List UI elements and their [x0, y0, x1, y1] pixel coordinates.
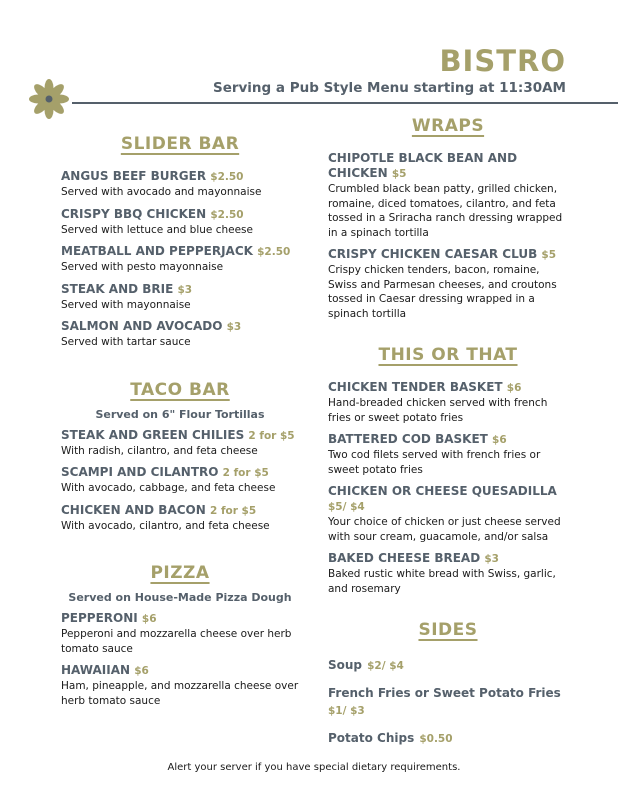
side-price: $1/ $3: [328, 705, 365, 717]
item-name: PEPPERONI: [61, 611, 138, 625]
item-name: ANGUS BEEF BURGER: [61, 169, 207, 183]
item-name: SCAMPI AND CILANTRO: [61, 465, 219, 479]
item-name: CRISPY CHICKEN CAESAR CLUB: [328, 247, 538, 261]
item-description: Crumbled black bean patty, grilled chicken, romaine, diced tomatoes, cilantro, and feta tossed in a Sriracha ranch dressing wrapped in a spinach tortilla: [328, 183, 563, 239]
side-name: Soup: [328, 658, 363, 672]
section-title: WRAPS: [411, 116, 485, 136]
left-column: [61, 116, 299, 708]
menu-item: [61, 611, 299, 656]
item-price: $5: [541, 249, 557, 261]
item-description: Served with avocado and mayonnaise: [61, 186, 262, 198]
menu-item: [61, 244, 299, 275]
item-name: SALMON AND AVOCADO: [61, 319, 223, 333]
item-name: CRISPY BBQ CHICKEN: [61, 206, 207, 221]
item-price: 2 for $5: [209, 504, 257, 517]
item-price: $2.50: [210, 171, 244, 183]
item-description: Hand-breaded chicken served with french fries or sweet potato fries: [328, 397, 548, 424]
section-subtitle: Served on 6" Flour Tortillas: [95, 407, 265, 421]
item-price: $6: [506, 382, 522, 394]
item-description: Your choice of chicken or just cheese served with sour cream, guacamole, and/or salsa: [328, 516, 561, 543]
item-price: $5: [391, 168, 407, 180]
item-name: CHICKEN AND BACON: [61, 502, 206, 517]
menu-item: [61, 319, 299, 350]
menu-item: [328, 380, 568, 425]
section-title: PIZZA: [150, 563, 210, 583]
item-name: CHICKEN TENDER BASKET: [328, 380, 503, 394]
section-subtitle: Served on House-Made Pizza Dough: [68, 591, 292, 604]
item-name: CHICKEN OR CHEESE QUESADILLA: [328, 484, 557, 498]
item-price: $3: [226, 321, 242, 333]
dietary-note: Alert your server if you have special dietary requirements.: [167, 762, 461, 773]
section-title: THIS OR THAT: [378, 345, 518, 365]
item-name: STEAK AND GREEN CHILIES: [61, 427, 245, 442]
item-name: CHIPOTLE BLACK BEAN AND CHICKEN: [328, 151, 518, 180]
menu-item: [328, 484, 568, 544]
side-item: [328, 729, 568, 747]
item-description: With avocado, cabbage, and feta cheese: [61, 482, 276, 494]
menu-item: [328, 247, 568, 321]
item-description: With radish, cilantro, and feta cheese: [61, 444, 258, 457]
item-price: $6: [134, 665, 149, 677]
brand-title: BISTRO: [439, 44, 566, 78]
item-price: $5/ $4: [328, 501, 365, 513]
menu-item: [328, 551, 568, 596]
side-name: French Fries or Sweet Potato Fries: [328, 686, 561, 700]
side-item: [328, 684, 568, 719]
item-name: HAWAIIAN: [61, 663, 131, 677]
this-or-that-section: [328, 345, 568, 596]
item-price: $6: [141, 613, 157, 625]
menu-item: [61, 663, 299, 708]
slider-bar-section: [61, 134, 299, 350]
item-price: $3: [484, 553, 499, 565]
side-price: $0.50: [419, 733, 453, 745]
menu-item: [61, 465, 299, 496]
section-title: SIDES: [418, 620, 478, 640]
flower-logo-icon: [28, 78, 70, 120]
item-description: With avocado, cilantro, and feta cheese: [61, 519, 270, 532]
item-description: Served with mayonnaise: [61, 298, 191, 311]
sides-section: [328, 620, 568, 747]
item-price: $2.50: [257, 246, 291, 258]
section-title: SLIDER BAR: [120, 134, 240, 154]
item-price: 2 for $5: [222, 467, 269, 479]
taco-bar-section: [61, 380, 299, 534]
item-description: Served with lettuce and blue cheese: [61, 223, 253, 236]
wraps-section: [328, 116, 568, 321]
menu-item: [61, 207, 299, 238]
side-item: [328, 656, 568, 674]
right-column: [328, 116, 568, 747]
item-description: Pepperoni and mozzarella cheese over herb tomato sauce: [61, 628, 292, 655]
item-name: BAKED CHEESE BREAD: [328, 551, 481, 565]
item-description: Crispy chicken tenders, bacon, romaine, Swiss and Parmesan cheeses, and croutons tossed in Caesar dressing wrapped in a spinach tortilla: [328, 264, 557, 320]
side-price: $2/ $4: [367, 660, 404, 672]
tagline: Serving a Pub Style Menu starting at 11:30AM: [212, 80, 566, 96]
side-name: Potato Chips: [328, 731, 415, 745]
menu-item: [61, 169, 299, 200]
item-price: 2 for $5: [248, 429, 295, 442]
menu-item: [328, 432, 568, 477]
item-price: $6: [492, 434, 507, 446]
section-title: TACO BAR: [130, 379, 230, 400]
item-description: Served with tartar sauce: [61, 336, 191, 348]
header-divider: [72, 102, 618, 104]
item-description: Two cod filets served with french fries or sweet potato fries: [328, 449, 541, 476]
item-name: MEATBALL AND PEPPERJACK: [61, 244, 253, 258]
item-name: STEAK AND BRIE: [61, 281, 174, 296]
item-price: $2.50: [210, 208, 244, 221]
pizza-section: [61, 563, 299, 708]
menu-item: [328, 151, 568, 240]
menu-item: [61, 282, 299, 313]
menu-item: [61, 503, 299, 534]
menu-item: [61, 428, 299, 459]
item-description: Ham, pineapple, and mozzarella cheese over herb tomato sauce: [61, 680, 299, 707]
item-name: BATTERED COD BASKET: [328, 432, 488, 446]
item-description: Served with pesto mayonnaise: [61, 261, 224, 273]
item-description: Baked rustic white bread with Swiss, garlic, and rosemary: [328, 568, 556, 595]
item-price: $3: [177, 283, 193, 296]
